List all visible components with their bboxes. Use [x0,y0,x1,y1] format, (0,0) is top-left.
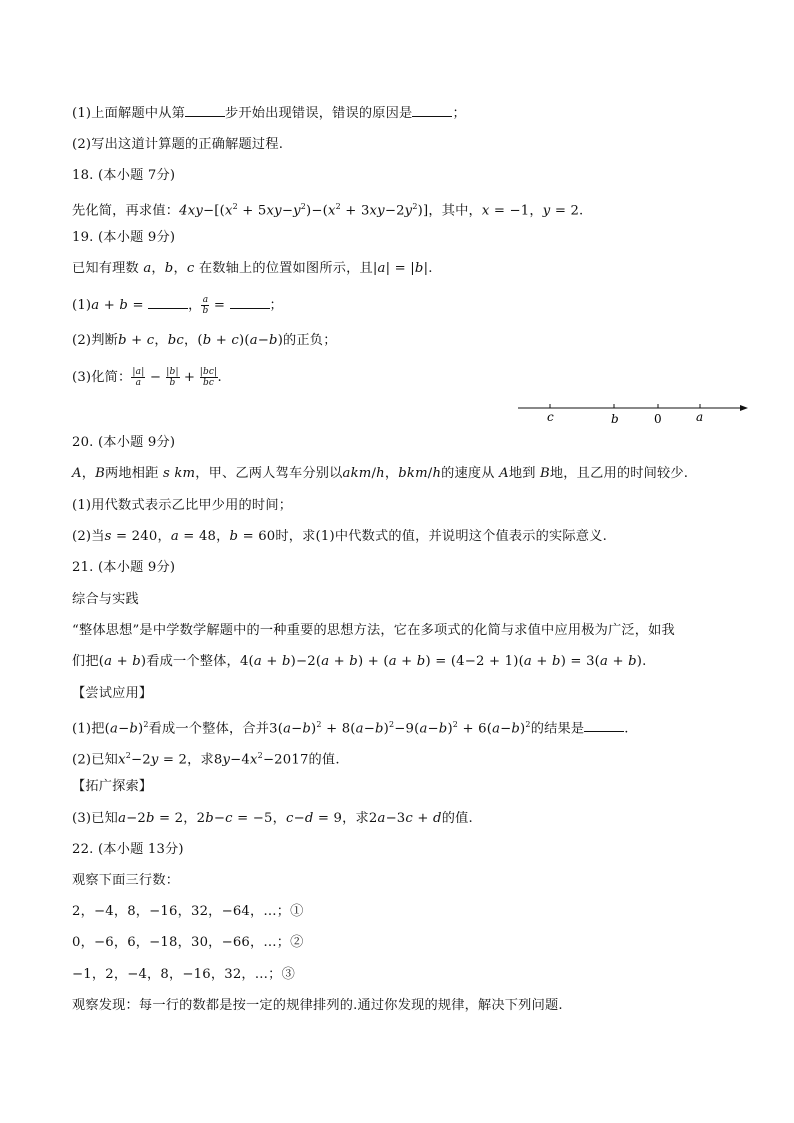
q20-part1: (1)用代数式表示乙比甲少用的时间； [72,498,293,513]
q22-body: 观察下面三行数： [72,873,180,888]
q19-part2: (2)判断b + c，bc，(b + c)(a−b)的正负； [72,333,337,348]
label-b: b [611,412,619,426]
q18-body: 先化简，再求值：$4xy-[(x^2 + 5xy-y^2)-(x^2 + 3xy-2y^2)]$，其中，x = −1，y = 2. [72,202,584,219]
q22-row1: 2，−4，8，−16，32，−64，…；① [72,904,304,919]
q19-part3: (3)化简：|a| a − |b| b + |bc| bc . [72,367,222,388]
answer-blank [185,104,225,117]
q19-body: 已知有理数 a，b，c 在数轴上的位置如图所示，且|a| = |b|. [72,261,433,276]
q21-title: 综合与实践 [72,592,139,607]
q21-intro-line1: “整体思想”是中学数学解题中的一种重要的思想方法，它在多项式的化简与求值中应用极为广泛，如我 [72,623,675,638]
q21-part3: (3)已知a−2b = 2，2b−c = −5，c−d = 9，求2a−3c + d的值. [72,811,473,826]
q21-part2: (2)已知$x^2-2y = 2$，求$8y-4x^2-2017$的值. [72,751,340,768]
answer-blank [230,296,270,309]
q22-heading: 22. (本小题 13分) [72,842,184,857]
q22-row2: 0，−6，6，−18，30，−66，…；② [72,935,304,950]
q21-section-explore: 【拓广探索】 [72,779,153,794]
q20-heading: 20. (本小题 9分) [72,435,176,450]
q22-row3: −1，2，−4，8，−16，32，…；③ [72,967,295,982]
q21-section-try: 【尝试应用】 [72,686,153,701]
label-c: c [547,410,554,424]
number-line-arrow [740,405,748,411]
q21-part1: (1)把$(a-b)^2$看成一个整体，合并$3(a-b)^2 + 8(a-b)^2-9(a-b)^2 + 6(a-b)^2$的结果是 . [72,720,629,737]
q19-heading: 19. (本小题 9分) [72,230,176,245]
q19-part1: (1)a + b = ，$\frac{a}{b}$ = ； [72,295,283,316]
answer-blank [584,719,624,732]
q18-heading: 18. (本小题 7分) [72,168,176,183]
q20-body: A，B两地相距 s km，甲、乙两人驾车分别以akm/h，bkm/h的速度从 A地到 B地，且乙用的时间较少. [72,466,689,481]
q17-part1: (1)上面解题中从第 步开始出现错误，错误的原因是 ； [72,106,466,121]
q21-intro-line2: 们把(a + b)看成一个整体，4(a + b)−2(a + b) + (a + b) = (4−2 + 1)(a + b) = 3(a + b). [72,654,647,669]
q21-heading: 21. (本小题 9分) [72,560,176,575]
answer-blank [148,296,188,309]
label-a: a [696,410,704,424]
answer-blank [412,104,452,117]
q17-part2: (2)写出这道计算题的正确解题过程. [72,137,284,152]
label-zero: 0 [654,412,662,426]
q22-note: 观察发现：每一行的数都是按一定的规律排列的.通过你发现的规律，解决下列问题. [72,998,563,1013]
number-line-figure [518,398,748,426]
q20-part2: (2)当s = 240，a = 48，b = 60时，求(1)中代数式的值，并说明这个值表示的实际意义. [72,529,607,544]
